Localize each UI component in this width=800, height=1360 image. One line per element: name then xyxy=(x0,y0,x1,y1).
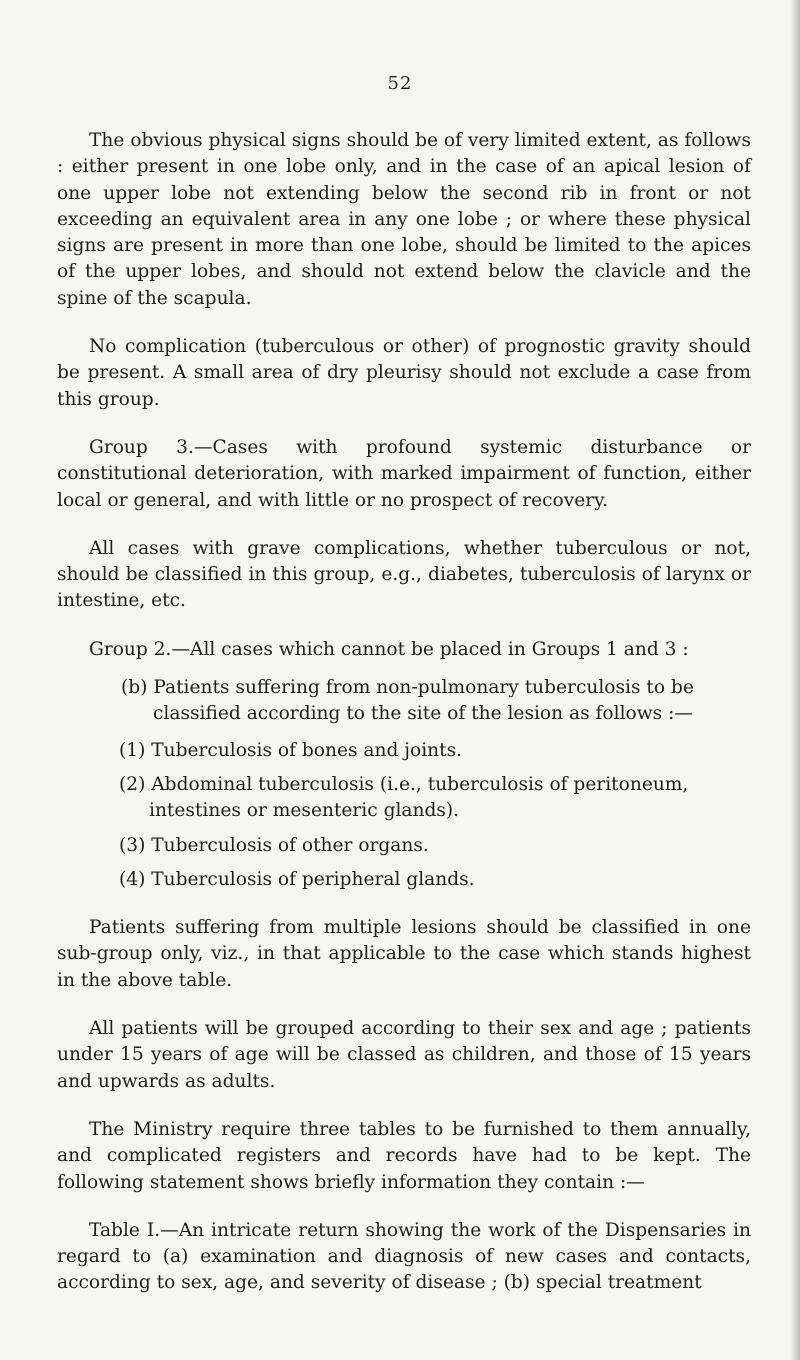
paragraph-no-complication: No complication (tuberculous or other) of prognostic gravity should be present. A small area of dry pleurisy should not exclude a case from this group. xyxy=(57,336,751,410)
paragraph-physical-signs: The obvious physical signs should be of very limited extent, as follows : either present in one lobe only, and in the case of an apical lesion of one upper lobe not extending below the second rib in front or not exceeding an equivalent area in any one lobe ; or where these physical signs are present in more than one lobe, should be limited to the apices of the upper lobes, and should not extend below the clavicle and the spine of the scapula. xyxy=(57,130,751,309)
paragraph-grave-complications: All cases with grave complications, whether tuberculous or not, should be classified in this group, e.g., diabetes, tuberculosis of larynx or intestine, etc. xyxy=(57,537,751,612)
list-item-bones-joints: (1) Tuberculosis of bones and joints. xyxy=(119,739,463,761)
body-text xyxy=(57,128,751,1297)
list-item-other-organs: (3) Tuberculosis of other organs. xyxy=(119,834,429,856)
paragraph-sex-age: All patients will be grouped according to their sex and age ; patients under 15 years of age will be classed as children, and those of 15 years and upwards as adults. xyxy=(57,1018,751,1092)
paragraph-multiple-lesions: Patients suffering from multiple lesions should be classified in one sub-group only, viz., in that applicable to the case which stands highest in the above table. xyxy=(57,917,751,991)
paragraph-group-2: Group 2.—All cases which cannot be placed in Groups 1 and 3 : xyxy=(89,638,689,660)
list-item-abdominal: (2) Abdominal tuberculosis (i.e., tuberculosis of peritoneum, intestines or mesenteric glands). xyxy=(119,773,689,822)
paragraph-ministry-tables: The Ministry require three tables to be furnished to them annually, and complicated registers and records have had to be kept. The following statement shows briefly information they contain :— xyxy=(57,1118,751,1193)
page-edge-shadow xyxy=(790,0,800,1360)
list-item-peripheral-glands: (4) Tuberculosis of peripheral glands. xyxy=(119,868,475,890)
page-number: 52 xyxy=(387,73,413,94)
paragraph-table-1: Table I.—An intricate return showing the work of the Dispensaries in regard to (a) examination and diagnosis of new cases and contacts, according to sex, age, and severity of disease ; (b) special treatment xyxy=(57,1219,751,1294)
paragraph-group-3: Group 3.—Cases with profound systemic disturbance or constitutional deterioration, with marked impairment of function, either local or general, and with little or no prospect of recovery. xyxy=(57,436,751,511)
paragraph-non-pulmonary: (b) Patients suffering from non-pulmonary tuberculosis to be classified according to the site of the lesion as follows :— xyxy=(121,677,694,725)
